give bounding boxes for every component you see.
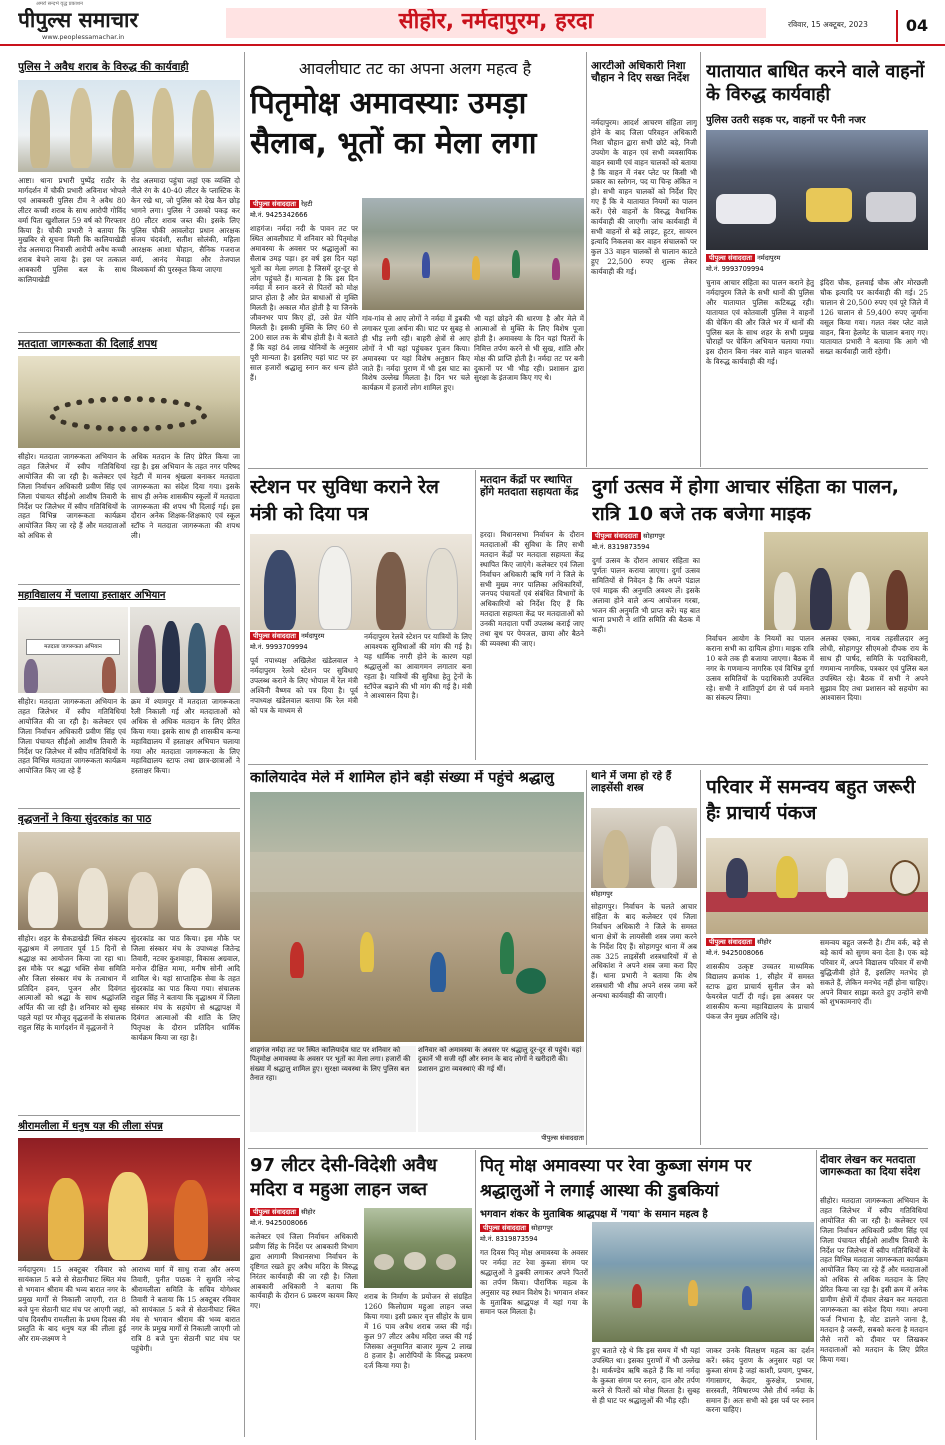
liquor-byline-label: पीपुल्स संवाददाता	[250, 1208, 299, 1216]
traffic-col1: चुनाव आचार संहिता का पालन कराने हेतु नर्मदापुरम जिले के सभी थानों की पुलिस और यातायात पुलिस कटिबद्ध रही। यातायात एवं कोतवाली पुलिस ने वाहनों की चेकिंग की और जिले भर में थानों की पुलिस बल के साथ शहर के सभी प्रमुख चौराहों पर चेकिंग अभियान चलाया गया। इस दौरान बिना नंबर वाले वाहन चालकों के विरुद्ध कार्यवाही की गई।	[706, 278, 814, 367]
sundarkand-photo	[18, 832, 240, 930]
station-byline	[250, 632, 362, 640]
rto-body: नर्मदापुरम। आदर्श आचरण संहिता लागू होने के बाद जिला परिवहन अधिकारी निशा चौहान द्वारा सभी छोटे बड़े, निजी उपयोग के वाहन एवं सभी व्यवसायिक वाहन स्वामी एवं वाहन चालकों को बताया है कि वाहन में नंबर प्लेट पर किसी भी प्रकार का स्लोगन, पद या चिन्ह अंकित न हो। सभी वाहन चालकों को निर्देश दिए गए हैं कि वे यातायात नियमों का पालन करें। ऐसे वाहनों के विरुद्ध वैधानिक कार्यवाही की जाएगी। जांच कार्यवाही में सभी वाहनों से बड़े लाइट, हूटर, सायरन इत्यादि निकलवा कर वाहन संचालकों पर कुल 33 वाहन चालकों से चालान काटते हुए 22,500 रुपए शुल्क लेकर कार्यवाही की गई।	[591, 118, 697, 276]
s4-col2: सुंदरकांड का पाठ किया। इस मौके पर जिला संस्कार मंच के उपाध्यक्ष जितेन्द्र तिवारी, नटवर कुशवाहा, विकास अग्रवाल, मनोज दीक्षित मामा, मनीष सोनी आदि शामिल थे। यहां साप्ताहिक सेवा के तहत सुंदरकांड का पाठ किया गया। संचालक राहुल सिंह ने बताया कि वृद्धाश्रम में जिला संस्कार मंच के सहयोग से श्रद्धापक्ष में दिवंगत आत्माओं की शांति के लिए पितृपक्ष के दौरान प्रतिदिन धार्मिक कार्यक्रम किया जा रहा है।	[131, 934, 240, 1043]
ramlila-photo	[18, 1138, 240, 1261]
logo[interactable]: पीपुल्स समाचार	[18, 8, 139, 32]
reva-byline-label: पीपुल्स संवाददाता	[480, 1224, 529, 1232]
s2-col2: अधिक मतदान के लिए प्रेरित किया जा रहा है। इस अभियान के तहत नगर परिषद रेहटी में मानव श्रृंखला बनाकर मतदाता जागरूकता का संदेश दिया गया। इसके साथ ही अनेक शासकीय स्कूलों में मतदाता जागरूकता की शपथ भी दिलाई गई। इस दौरान अनेक शिक्षक-शिक्षकाएं एवं स्कूल स्टॉफ ने मतदाता जागरूकता की शपथ ली।	[131, 452, 240, 541]
station-place: नर्मदापुरम	[301, 632, 325, 640]
family-byline-label: पीपुल्स संवाददाता	[706, 938, 755, 946]
kendra-body: हरदा। विधानसभा निर्वाचन के दौरान मतदाताओं की सुविधा के लिए सभी मतदान केंद्रों पर मतदाता सहायता केंद्र स्थापित किए जाएंगे। कलेक्टर एवं जिला निर्वाचन अधिकारी ऋषि गर्ग ने जिले के सभी मुख्य नगर पालिका अधिकारियों, जनपद पंचायतों एवं संबंधित विभागों के अधिकारियों को निर्देश दिए हैं कि मतदाता सहायता केंद्र पर मतदाताओं को उनकी मतदाता पर्ची उपलब्ध कराई जाए तथा बूथ पर पेयजल, छाया और बैठने की व्यवस्था की जाए।	[480, 530, 584, 648]
traffic-photo	[706, 130, 928, 250]
s3-col2: क्रम में श्यामपुर में मतदाता जागरूकता रैली निकाली गई और मतदाताओं को अधिक से अधिक मतदान के लिए प्रेरित किया गया। इसके साथ ही शासकीय कन्या महाविद्यालय में हस्ताक्षर अभियान चलाया गया और मतदाता जागरूकता के लिए महाविद्यालय स्टाफ तथा छात्र-छात्राओं ने हस्ताक्षर किया।	[131, 697, 240, 776]
lead-col1: शाहगंज। नर्मदा नदी के पावन तट पर स्थित आवलीघाट में शनिवार को पितृमोक्ष अमावस्या के अवसर पर श्रद्धालुओं का सैलाब उमड़ पड़ा। हर वर्ष इस दिन यहां भूतों का मेला लगता है जिसमें दूर-दूर से लोग पहुंचते हैं। मान्यता है कि इस दिन नर्मदा में स्नान करने से पितरों को मोक्ष प्राप्त होता है और प्रेत बाधाओं से मुक्ति मिलती है। अकाल मौत होती है या जिनके जीवनभर पाप किए हों, उसे प्रेत योनि मिलती है। इसकी मुक्ति के लिए 60 से 200 साल तक के बीच होती है। वे बताते हैं कि यहां 84 लाख योनियों के अनुसार पूरी मान्यता है। इसलिए यहां घाट पर हर साल हजारों श्रद्धालु स्नान कर धन्य होते हैं।	[250, 224, 358, 382]
lead-phone: मो.नं. 9425342666	[250, 211, 308, 219]
s1-col1: आष्टा। थाना प्रभारी पुष्पेंद्र राठौर के मार्गदर्शन में चौकी प्रभारी अविनाश भोपले एवं आबकारी पुलिस टीम ने अवैध 80 लीटर कच्ची शराब के साथ आरोपी गोविंद वर्मा पिता खुशीलाल 59 वर्ष को गिरफ्तार किया है। चौकी प्रभारी ने बताया कि मुखबिर से सूचना मिली कि कालियाखेडी रोड अलमादा निवासी आरोपी अवैध कच्ची शराब बेचने लाया है। इस पर तत्काल आबकारी पुलिस बल के साथ कालियाखेडी	[18, 176, 126, 285]
reva-byline	[480, 1224, 590, 1232]
s3-col1: सीहोर। मतदाता जागरूकता अभियान के तहत जिलेभर में स्वीप गतिविधियां आयोजित की जा रही है। कलेक्टर एवं जिला निर्वाचन अधिकारी प्रवीण सिंह एवं जिला पंचायत सीईओ आशीष तिवारी के निर्देश पर जिलेभर में स्वीप गतिविधियों के तहत विभिन्न मतदाता जागरूकता कार्यक्रम आयोजित किए जा रहे हैं	[18, 697, 126, 776]
wall-title: दीवार लेखन कर मतदाता जागरूकता का दिया संदेश	[820, 1154, 921, 1179]
lead-place: रेहटी	[301, 200, 313, 208]
students-photo	[130, 607, 240, 693]
lead-headline: पितृमोक्ष अमावस्याः उमड़ा सैलाब, भूतों का मेला लगा	[250, 86, 537, 161]
durga-col3: अलका एक्का, नायब तहसीलदार अनु लोधी, सोहागपुर सीएमओ दीपक राय के साथ ही पार्षद, समिति के पदाधिकारी, गणमान्य नागरिक, पत्रकार एवं पुलिस बल उपस्थित रहे। बैठक में सभी ने अपने सुझाव दिए तथा प्रशासन को सहयोग का आश्वासन दिया।	[820, 634, 928, 703]
family-headline: परिवार में समन्वय बहुत जरूरी हैः प्राचार्य पंकज	[706, 776, 916, 824]
river-photo	[362, 198, 584, 310]
reva-col2: हुए बताते रहे थे कि इस समय में भी यहां उपस्थित था। इसका पुराणों में भी उल्लेख है। मार्कण्डेय ऋषि कहते हैं कि मां नर्मदा के कुब्जा संगम पर स्नान, दान और तर्पण करने से पितरों को मोक्ष मिलता है। सुबह से ही घाट पर श्रद्धालुओं की भीड़ रही।	[592, 1346, 700, 1405]
s2-col1: सीहोर। मतदाता जागरूकता अभियान के तहत जिलेभर में स्वीप गतिविधियां आयोजित की जा रही है। कलेक्टर एवं जिला निर्वाचन अधिकारी प्रवीण सिंह एवं जिला पंचायत सीईओ आशीष तिवारी के निर्देश पर जिलेभर में स्वीप गतिविधियों के तहत विभिन्न जागरूकता कार्यक्रम आयोजित किए जा रहे हैं और मतदाताओं को अधिक से	[18, 452, 126, 541]
liquor-col2: शराब के निर्माण के प्रयोजन से संग्रहित 1260 किलोग्राम महुआ लाहन जब्त किया गया। इसी प्रकार वृत्त सीहोर के ग्राम में 16 पाव अवैध शराब जब्त की गई। कुल 97 लीटर अवैध मदिरा जब्त की गई जिसका अनुमानित बाजार मूल्य 2 लाख 8 हजार है। आरोपियों के विरुद्ध प्रकरण दर्ज किया गया है।	[364, 1292, 472, 1371]
reva-col1: गत दिवस पितृ मोक्ष अमावस्या के अवसर पर नर्मदा तट रेवा कुब्जा संगम पर श्रद्धालुओं ने डुबकी लगाकर अपने पितरों का तर्पण किया। पौराणिक महत्व के अनुसार यह स्थान विशेष है। भगवान शंकर के मुताबिक श्राद्धपक्ष में यहां गया के समान फल मिलता है।	[480, 1248, 588, 1317]
s1-col2: रोड अलमादा पहुंचा जहां एक व्यक्ति दो नीले रंग के 40-40 लीटर के प्लास्टिक के केन रखे था, जो पुलिस को देख कैन छोड़ भागने लगा। पुलिस ने उसको पकड़ कर 80 लीटर शराब जब्त की। इसके लिए पुलिस चौकी आवलोदा प्रधान आरक्षक संजय चंदवंशी, सतीश सोलंकी, महिला आरक्षक आशा चौहान, सैनिक गजराज वर्मा, आनंद मेवाड़ा और तेजपाल विश्वकर्मा की पुरस्कृत किया जाएगा	[131, 176, 240, 275]
durga-col2: निर्वाचन आयोग के नियमों का पालन कराना सभी का दायित्व होगा। माइक रात्रि 10 बजे तक ही बजाया जाएगा। बैठक में नगर के गणमान्य नागरिक एवं विभिन्न दुर्गा उत्सव समितियों के पदाधिकारी उपस्थित रहे। सभी ने शांतिपूर्ण ढंग से पर्व मनाने का संकल्प लिया।	[706, 634, 814, 703]
mela-photo	[250, 792, 584, 1042]
traffic-phone: मो.नं. 9993709994	[706, 265, 764, 273]
family-phone: मो.नं. 9425008066	[706, 949, 764, 957]
s4-title: वृद्धजनों ने किया सुंदरकांड का पाठ	[18, 813, 152, 825]
lead-kicker: आवलीघाट तट का अपना अलग महत्व है	[298, 60, 532, 78]
s5-col2: आराध्य मार्ग में साधु राजा और अरुण तिवारी, पुनीत पाठक ने सुमति नरेन्द्र श्रीरामलीला समिति के सचिव योगेश्वर तिवारी ने बताया कि 15 अक्टूबर रविवार को सायंकाल 5 बजे से सेठानीघाट स्थित मंच से भगवान श्रीराम की भव्य बारात नगर के प्रमुख मार्गों से निकाली जाएगी जो रात्रि 8 बजे पुनः सेठानी घाट मंच पर पहुंचेगी।	[131, 1265, 240, 1354]
station-byline-label: पीपुल्स संवाददाता	[250, 632, 299, 640]
station-headline: स्टेशन पर सुविधा कराने रेल मंत्री को दिया पत्र	[250, 476, 439, 525]
liquor-photo	[364, 1208, 472, 1288]
durga-place: सोहागपुर	[643, 532, 665, 540]
durga-byline-label: पीपुल्स संवाददाता	[592, 532, 641, 540]
mela-cap1: शाहगंज नर्मदा तट पर स्थित कालियादेव घाट पर शनिवार को पितृमोक्ष अमावस्या के अवसर पर भूतों का मेला लगा। हजारों की संख्या में श्रद्धालु शामिल हुए। सुरक्षा व्यवस्था के लिए पुलिस बल तैनात रहा।	[250, 1046, 416, 1132]
s2-title: मतदाता जागरूकता की दिलाई शपथ	[18, 338, 158, 350]
reva-phone: मो.नं. 8319873594	[480, 1235, 538, 1243]
mela-credit: पीपुल्स संवाददाता	[541, 1134, 584, 1142]
masthead	[0, 0, 945, 46]
durga-byline	[592, 532, 762, 540]
reva-photo	[592, 1222, 814, 1342]
arms-body: सोहागपुर। निर्वाचन के चलते आचार संहिता के बाद कलेक्टर एवं जिला निर्वाचन अधिकारी ने जिले के समस्त थाना क्षेत्रों के लायसेंसी शस्त्र जमा करने के निर्देश दिए हैं। सोहागपुर थाना में अब तक 325 लाइसेंसी शस्त्रधारियों में से अधिकांश ने अपने शस्त्र जमा करा दिए हैं। थाना प्रभारी ने बताया कि शेष शस्त्रधारी भी शीघ्र अपने शस्त्र जमा करें अन्यथा कार्यवाही की जाएगी।	[591, 902, 697, 1001]
station-photo	[250, 534, 472, 630]
lead-byline-label: पीपुल्स संवाददाता	[250, 200, 299, 208]
lead-byline	[250, 200, 360, 208]
liquor-place: सीहोर	[301, 1208, 316, 1216]
durga-photo	[764, 532, 928, 630]
s3-title: महाविद्यालय में चलाया हस्ताक्षर अभियान	[18, 590, 166, 601]
family-col1: शासकीय उत्कृष्ट उच्चतर माध्यमिक विद्यालय क्रमांक 1, सीहोर में समस्त स्टाफ द्वारा प्राचार्य सुनील जैन को फेयरवेल पार्टी दी गई। इस अवसर पर शासकीय कन्या महाविद्यालय के प्राचार्य पंकज जैन मुख्य अतिथि रहे।	[706, 962, 814, 1021]
arms-photo	[591, 808, 697, 888]
liquor-phone: मो.नं. 9425008066	[250, 1219, 308, 1227]
page-number: 04	[896, 10, 936, 42]
family-byline	[706, 938, 816, 946]
s1-title: पुलिस ने अवैध शराब के विरुद्ध की कार्यवाही	[18, 61, 189, 73]
liquor-byline	[250, 1208, 362, 1216]
durga-phone: मो.नं. 8319873594	[592, 543, 650, 551]
website-url[interactable]: www.peoplessamachar.in	[42, 33, 125, 41]
banner-text: मतदाता जागरूकता अभियान	[26, 639, 120, 655]
station-col2: नर्मदापुरम रेलवे स्टेशन पर यात्रियों के लिए आवश्यक सुविधाओं की मांग की गई है। यह धार्मिक नगरी होने के कारण यहां श्रद्धालुओं का आवागमन लगातार बना रहता है। यात्रियों की सुविधा हेतु ट्रेनों के स्टॉपेज बढ़ाने की भी मांग की गई है। मंत्री ने आश्वासन दिया है।	[364, 632, 472, 701]
family-place: सीहोर	[757, 938, 772, 946]
signature-photo	[18, 607, 128, 693]
s5-col1: नर्मदापुरम। 15 अक्टूबर रविवार को सायंकाल 5 बजे से सेठानीघाट स्थित मंच से भगवान श्रीराम की भव्य बारात नगर के प्रमुख मार्गों से निकाली जाएगी, रात 8 बजे पुनः सेठानी घाट मंच पर आएगी जहां, पांच दिवसीय रामलीला के प्रथम दिवस की प्रस्तुति के बाद धनुष यज्ञ की लीला हुई और राम-लक्ष्मण ने	[18, 1265, 126, 1344]
police-photo	[18, 80, 240, 172]
reva-sub: भगवान शंकर के मुताबिक श्राद्धपक्ष में 'गया' के समान महत्व है	[480, 1209, 708, 1220]
liquor-headline: 97 लीटर देसी-विदेशी अवैध मदिरा व महुआ लाहन जब्त	[250, 1155, 437, 1200]
traffic-byline-label: पीपुल्स संवाददाता	[706, 254, 755, 262]
oath-photo	[18, 356, 240, 448]
traffic-place: नर्मदापुरम	[757, 254, 781, 262]
traffic-byline	[706, 254, 928, 262]
traffic-headline: यातायात बाधित करने वाले वाहनों के विरुद्ध कार्यवाही	[706, 61, 925, 105]
wall-body: सीहोर। मतदाता जागरूकता अभियान के तहत जिलेभर में स्वीप गतिविधियां आयोजित की जा रही है। कलेक्टर एवं जिला निर्वाचन अधिकारी प्रवीण सिंह एवं जिला पंचायत सीईओ आशीष तिवारी के निर्देश पर जिलेभर में स्वीप गतिविधियों के तहत विभिन्न मतदाता जागरूकता कार्यक्रम आयोजित किए जा रहे हैं और मतदाताओं को अधिक से अधिक मतदान के लिए प्रेरित किया जा रहा है। इसी क्रम में अनेक ग्रामीण क्षेत्रों में दीवार लेखन कर मतदाता जागरूकता का संदेश दिया गया। अपना फर्ज निभाना है, वोट डालने जाना है, मतदान है जरूरी, सबको करना है मतदान जैसे नारों को दीवार पर लिखकर मतदाताओं को मतदान के लिए प्रेरित किया गया।	[820, 1196, 928, 1364]
liquor-col1: कलेक्टर एवं जिला निर्वाचन अधिकारी प्रवीण सिंह के निर्देश पर आबकारी विभाग द्वारा आगामी विधानसभा निर्वाचन के दृष्टिगत रखते हुए अवैध मदिरा के विरुद्ध निरंतर कार्यवाही की जा रही है। जिला आबकारी अधिकारी ने बताया कि कार्यवाही के दौरान 6 प्रकरण कायम किए गए।	[250, 1232, 358, 1311]
durga-col1: दुर्गा उत्सव के दौरान आचार संहिता का पूर्णतः पालन कराया जाएगा। दुर्गा उत्सव समितियों से निवेदन है कि अपने पंडाल एवं माइक की अनुमति अवश्य लें। इसके अलावा होने वाले अन्य आयोजन गरबा, भजन की अनुमति भी प्राप्त करें। यह बात थाना प्रभारी ने शांति समिति की बैठक में कही।	[592, 556, 700, 635]
traffic-col2: इंदिरा चौक, हलवाई चौक और मोरछली चौक इत्यादि पर कार्यवाही की गई। 25 चालान से 20,500 रुपए एवं पूरे जिले में 126 चालान से 59,400 रुपए जुर्माना वसूल किया गया। गलत नंबर प्लेट वाले वाहन, बिना हेलमेट के चालान बनाए गए। यातायात प्रभारी ने बताया कि आगे भी सख्त कार्यवाही जारी रहेगी।	[820, 278, 928, 357]
reva-col3: जाकर उनके विलक्षण महत्व का दर्शन करें। स्कंद पुराण के अनुसार यहां पर कुब्जा संगम है जहां काशी, प्रयाग, पुष्कर, गंगासागर, केदार, कुरुक्षेत्र, प्रभास, सरस्वती, नैमिषारण्य जैसे तीर्थ नर्मदा के समान हैं। अतः सभी को इस पर्व पर स्नान करना चाहिए।	[706, 1346, 814, 1415]
arms-byline: सोहागपुर	[591, 890, 613, 898]
lead-col2: गांव-गांव से आए लोगों ने नर्मदा में डुबकी लगाकर पूजा अर्चना की। घाट पर सुबह से ही भीड़ लगी रही। बाहरी क्षेत्रों से आए लोगों ने भी यहां पहुंचकर पूजन किया। अमावस्या पर यहां विशेष अनुष्ठान किए जाते हैं। नर्मदा पुराण में भी इस घाट का विशेष उल्लेख मिलता है। दिन भर चले कार्यक्रम में हजारों लोग शामिल हुए।	[362, 314, 470, 393]
family-col2: समन्वय बहुत जरूरी है। टीम वर्क, बड़े से बड़े कार्य को सुगम बना देता है। एक बड़े परिवार में, अपने विद्यालय परिवार में सभी बुद्धिजीवी होते हैं, इसलिए मतभेद हो सकते हैं, लेकिन मनभेद नहीं होना चाहिए। अपने विचार साझा करते हुए उन्होंने सभी को शुभकामनाएं दीं।	[820, 938, 928, 1007]
s5-title: श्रीरामलीला में धनुष यज्ञ की लीला संपन्न	[18, 1121, 163, 1132]
mela-headline: कालियादेव मेले में शामिल होने बड़ी संख्या में पहुंचे श्रद्धालु	[250, 770, 554, 786]
traffic-sub: पुलिस उतरी सड़क पर, वाहनों पर पैनी नजर	[706, 115, 866, 126]
family-photo	[706, 838, 928, 934]
rto-title: आरटीओ अधिकारी निशा चौहान ने दिए सख्त निर्देश	[591, 60, 690, 85]
s4-col1: सीहोर। शहर के सैकडाखेडी स्थित संकल्प वृद्धाश्रम में लगातार पूर्व 15 दिनों से श्रद्धाक्ष का आयोजन किया जा रहा था। इस मौके पर श्रद्धा भक्ति सेवा समिति और जिला संस्कार मंच के तत्वाधान में प्रतिदिन हवन, पूजन और दिवंगत आत्माओं को श्रद्धा के साथ श्रद्धांजलि अर्पित की जा रही है। शनिवार को सुबह पहले यहां पर मौजूद वृद्धजनों के संचालक राहुल सिंह के मार्गदर्शन में वृद्धजनों ने	[18, 934, 126, 1033]
station-phone: मो.नं. 9993709994	[250, 643, 308, 651]
section-title: सीहोर, नर्मदापुरम, हरदा	[398, 9, 594, 34]
arms-title: थाने में जमा हो रहे हैं लाइसेंसी शस्त्र	[591, 770, 672, 795]
masthead-small: अमरों सन्दर्भ वृद्ध प्रकाशन	[36, 1, 83, 7]
reva-headline: पितृ मोक्ष अमावस्या पर रेवा कुब्जा संगम पर श्रद्धालुओं ने लगाई आस्था की डुबकियां	[480, 1156, 752, 1201]
reva-place: सोहागपुर	[531, 1224, 553, 1232]
station-col1: पूर्व नपाध्यक्ष अखिलेश खंडेलवाल ने नर्मदापुरम रेलवे स्टेशन पर सुविधाएं उपलब्ध कराने के लिए भोपाल में रेल मंत्री अश्विनी वैष्णव को पत्र दिया है। पूर्व नपाध्यक्ष खंडेलवाल बताया कि रेल मंत्री को पत्र के माध्यम से	[250, 656, 358, 715]
mela-cap2: शनिवार को अमावस्या के अवसर पर श्रद्धालु दूर-दूर से पहुंचे। यहां दुकानें भी सजी रहीं और स्नान के बाद लोगों ने खरीदारी की। प्रशासन द्वारा व्यवस्थाएं की गई थीं।	[418, 1046, 584, 1132]
durga-headline: दुर्गा उत्सव में होगा आचार संहिता का पालन, रात्रि 10 बजे तक बजेगा माइक	[592, 476, 899, 525]
lead-col3: भी यहां छोड़ने की धारणा है और मेले में आत्माओं से मुक्ति के लिए विशेष पूजा होती है। अमावस्या के दिन यहां पितरों के निमित्त तर्पण करने से भी सुख, शांति और मोक्ष की प्राप्ति होती है। नर्मदा तट पर बनी दुकानों पर भी भीड़ रही। प्रशासन द्वारा सुरक्षा के इंतजाम किए गए थे।	[474, 314, 584, 383]
issue-date: रविवार, 15 अक्टूबर, 2023	[788, 20, 868, 29]
kendra-title: मतदान केंद्रों पर स्थापित होंगे मतदाता सहायता केंद्र	[480, 474, 579, 499]
